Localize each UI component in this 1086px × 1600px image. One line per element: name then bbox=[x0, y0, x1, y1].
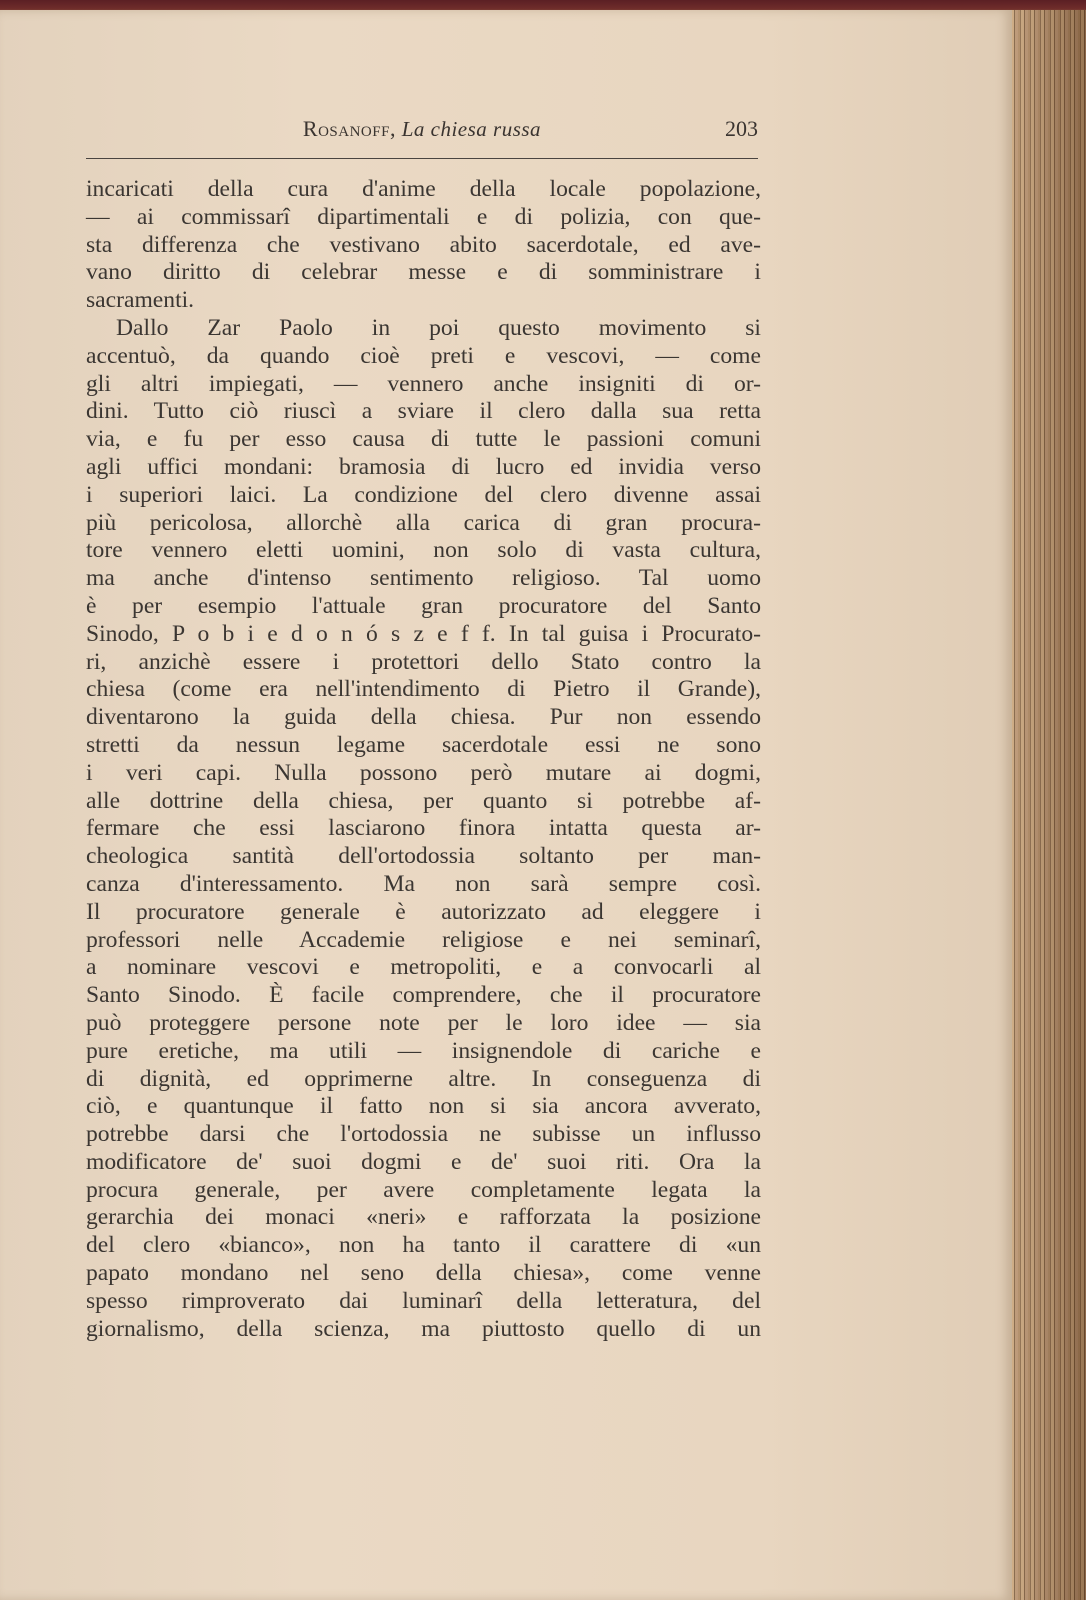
text-line: gli altri impiegati, — vennero anche insigniti di or- bbox=[86, 370, 761, 397]
text-line: del clero «bianco», non ha tanto il carattere di «un bbox=[86, 1232, 761, 1259]
text-line: agli uffici mondani: bramosia di lucro ed invidia verso bbox=[86, 453, 761, 480]
header-author: Rosanoff, bbox=[302, 116, 396, 141]
text-line: dini. Tutto ciò riuscì a sviare il clero dalla sua retta bbox=[86, 398, 761, 425]
text-line: ciò, e quantunque il fatto non si sia ancora avverato, bbox=[86, 1093, 761, 1120]
text-line: procura generale, per avere completamente legata la bbox=[86, 1176, 761, 1203]
text-line: i superiori laici. La condizione del clero divenne assai bbox=[86, 481, 761, 508]
text-line: pure eretiche, ma utili — insignendole di cariche e bbox=[86, 1037, 761, 1064]
book-page-edges bbox=[1008, 10, 1086, 1600]
text-line: diventarono la guida della chiesa. Pur non essendo bbox=[86, 704, 761, 731]
text-line: canza d'interessamento. Ma non sarà sempre così. bbox=[86, 870, 761, 897]
text-line: cheologica santità dell'ortodossia soltanto per man- bbox=[86, 843, 761, 870]
text-line: sta differenza che vestivano abito sacerdotale, ed ave- bbox=[86, 231, 761, 258]
text-line: a nominare vescovi e metropoliti, e a convocarli al bbox=[86, 954, 761, 981]
text-line: chiesa (come era nell'intendimento di Pietro il Grande), bbox=[86, 676, 761, 703]
text-line: ma anche d'intenso sentimento religioso. Tal uomo bbox=[86, 565, 761, 592]
text-line: Sinodo, P o b i e d o n ó s z e f f. In tal guisa i Procurato- bbox=[86, 620, 761, 647]
text-line: tore vennero eletti uomini, non solo di vasta cultura, bbox=[86, 537, 761, 564]
text-line: fermare che essi lasciarono finora intatta questa ar- bbox=[86, 815, 761, 842]
page-number: 203 bbox=[725, 116, 758, 141]
text-line: di dignità, ed opprimerne altre. In conseguenza di bbox=[86, 1065, 761, 1092]
text-line: è per esempio l'attuale gran procuratore del Santo bbox=[86, 592, 761, 619]
text-line: alle dottrine della chiesa, per quanto si potrebbe af- bbox=[86, 787, 761, 814]
text-line: può proteggere persone note per le loro idee — sia bbox=[86, 1009, 761, 1036]
text-line: gerarchia dei monaci «neri» e rafforzata la posizione bbox=[86, 1204, 761, 1231]
text-line: sacramenti. bbox=[86, 287, 195, 314]
text-line: spesso rimproverato dai luminarî della letteratura, del bbox=[86, 1287, 761, 1314]
text-line: Santo Sinodo. È facile comprendere, che il procuratore bbox=[86, 982, 761, 1009]
text-line: papato mondano nel seno della chiesa», come venne bbox=[86, 1260, 761, 1287]
text-line: incaricati della cura d'anime della locale popolazione, bbox=[86, 176, 761, 202]
text-line: Il procuratore generale è autorizzato ad eleggere i bbox=[86, 898, 761, 925]
header-work-title: La chiesa russa bbox=[401, 117, 542, 141]
header-rule bbox=[86, 158, 758, 159]
text-line: accentuò, da quando cioè preti e vescovi, — come bbox=[86, 342, 761, 369]
text-line: professori nelle Accademie religiose e nei seminarî, bbox=[86, 926, 761, 953]
text-line: Dallo Zar Paolo in poi questo movimento si bbox=[116, 314, 761, 341]
text-line: i veri capi. Nulla possono però mutare ai dogmi, bbox=[86, 759, 761, 786]
text-line: — ai commissarî dipartimentali e di polizia, con que- bbox=[86, 203, 761, 230]
body-text bbox=[86, 176, 761, 1343]
text-line: modificatore de' suoi dogmi e de' suoi riti. Ora la bbox=[86, 1148, 761, 1175]
text-line: via, e fu per esso causa di tutte le passioni comuni bbox=[86, 426, 761, 453]
text-line: vano diritto di celebrar messe e di somministrare i bbox=[86, 259, 761, 286]
text-line: stretti da nessun legame sacerdotale essi ne sono bbox=[86, 731, 761, 758]
running-title bbox=[86, 116, 758, 142]
text-line: giornalismo, della scienza, ma piuttosto quello di un bbox=[86, 1315, 761, 1342]
text-line: più pericolosa, allorchè alla carica di gran procura- bbox=[86, 509, 761, 536]
text-line: potrebbe darsi che l'ortodossia ne subisse un influsso bbox=[86, 1121, 761, 1148]
running-header bbox=[86, 112, 758, 146]
text-line: ri, anzichè essere i protettori dello Stato contro la bbox=[86, 648, 761, 675]
